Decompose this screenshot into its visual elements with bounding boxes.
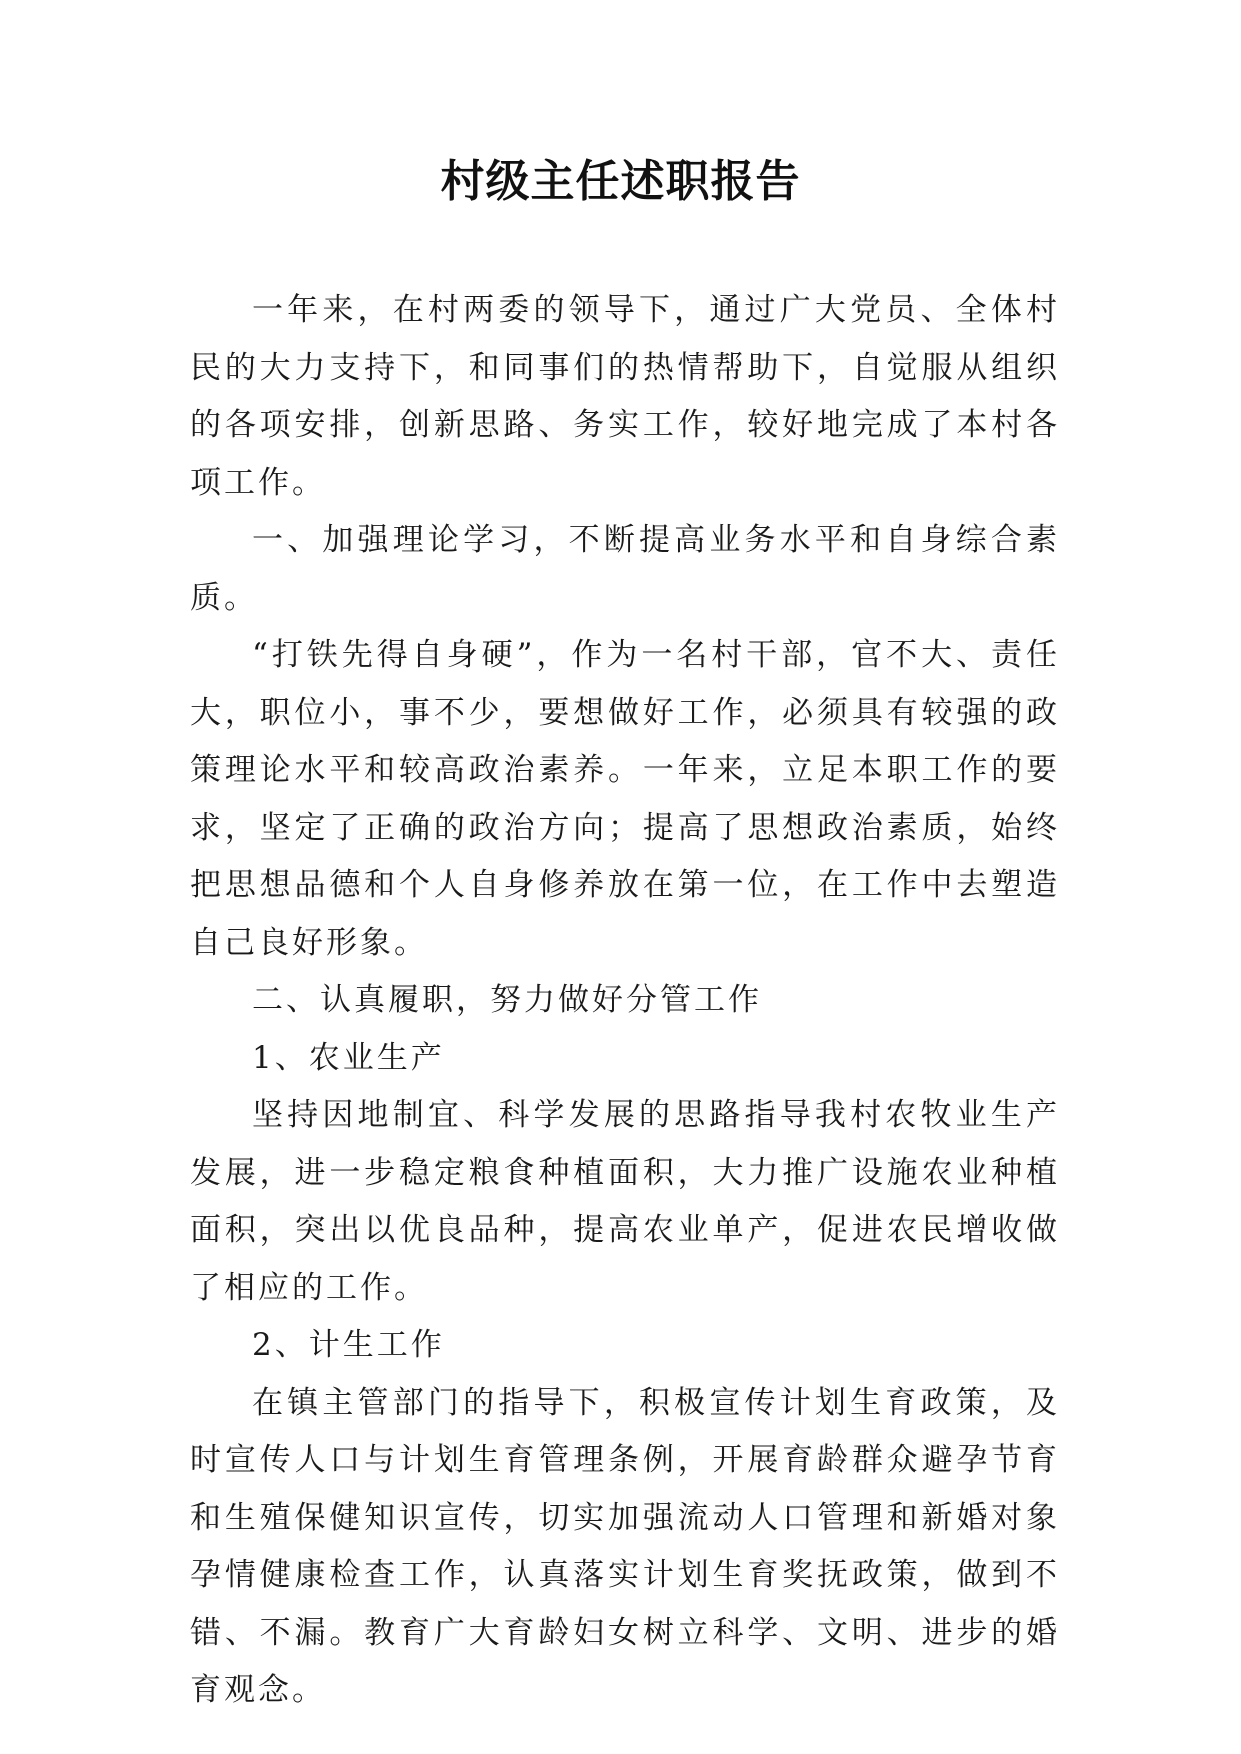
document-body [190,282,1060,1720]
section-heading-2: 二、认真履职，努力做好分管工作 [252,982,762,1018]
subsection-heading-family-planning: 2、计生工作 [252,1327,445,1363]
document-title: 村级主任述职报告 [440,156,801,207]
paragraph-agriculture: 坚持因地制宜、科学发展的思路指导我村农牧业生产发展，进一步稳定粮食种植面积，大力推广设施农业种植面积，突出以优良品种，提高农业单产，促进农民增收做了相应的工作。 [190,1097,1060,1306]
subsection-heading-agriculture: 1、农业生产 [252,1039,445,1076]
section-heading-1: 一、加强理论学习，不断提高业务水平和自身综合素质。 [190,522,1060,616]
paragraph-section-1: “打铁先得自身硬”，作为一名村干部，官不大、责任大，职位小，事不少，要想做好工作，必须具有较强的政策理论水平和较高政治素养。一年来，立足本职工作的要求，坚定了正确的政治方向；提高了思想政治素质，始终把思想品德和个人自身修养放在第一位，在工作中去塑造自己良好形象。 [190,637,1060,961]
paragraph-family-planning: 在镇主管部门的指导下，积极宣传计划生育政策，及时宣传人口与计划生育管理条例，开展育龄群众避孕节育和生殖保健知识宣传，切实加强流动人口管理和新婚对象孕情健康检查工作，认真落实计划生育奖抚政策，做到不错、不漏。教育广大育龄妇女树立科学、文明、进步的婚育观念。 [190,1384,1060,1708]
paragraph-intro: 一年来，在村两委的领导下，通过广大党员、全体村民的大力支持下，和同事们的热情帮助下，自觉服从组织的各项安排，创新思路、务实工作，较好地完成了本村各项工作。 [190,292,1060,501]
